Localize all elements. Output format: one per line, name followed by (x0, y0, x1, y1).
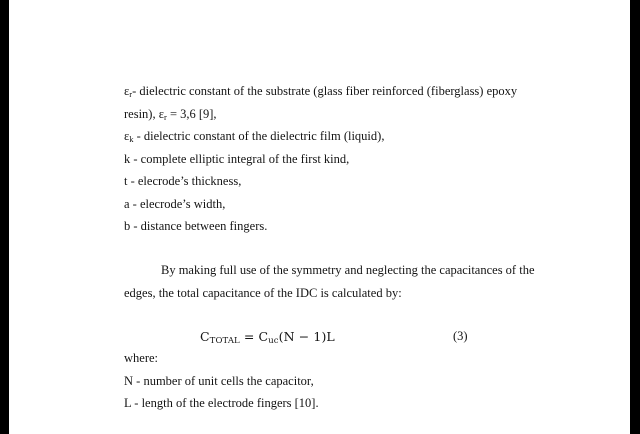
definition-l: L - length of the electrode fingers [10]. (124, 396, 319, 410)
subscript-r: r (163, 112, 167, 122)
eq-lhs-symbol: C (200, 329, 210, 344)
paragraph-line-2: edges, the total capacitance of the IDC is calculated by: (124, 286, 402, 300)
eps-r-value: = 3,6 [9], (166, 107, 217, 121)
definition-n: N - number of unit cells the capacitor, (124, 374, 314, 388)
eq-rhs-symbol: C (258, 329, 269, 344)
definition-eps-r-continued (124, 107, 217, 122)
definition-eps-k (124, 129, 384, 144)
equation-number: (3) (453, 329, 468, 343)
definition-eps-k-text: - dielectric constant of the dielectric film (liquid), (133, 129, 385, 143)
epsilon-symbol: ε (124, 84, 130, 98)
left-dark-border (0, 0, 9, 434)
definition-t: t - elecrode’s thickness, (124, 174, 242, 188)
epsilon-symbol: ε (158, 107, 164, 121)
epsilon-symbol: ε (124, 129, 130, 143)
subscript-k: k (129, 134, 134, 144)
eq-rhs-subscript: uc (268, 336, 279, 346)
resin-text: resin), (124, 107, 159, 121)
subscript-r: r (129, 89, 133, 99)
where-label: where: (124, 351, 159, 365)
eq-lhs-subscript: TOTAL (209, 336, 240, 346)
paragraph-line-1: By making full use of the symmetry and neglecting the capacitances of the (161, 263, 535, 277)
definition-eps-r-text: - dielectric constant of the substrate (glass fiber reinforced (fiberglass) epoxy (132, 84, 518, 98)
definition-b: b - distance between fingers. (124, 219, 268, 233)
document-page (9, 0, 630, 434)
right-dark-border (630, 0, 640, 434)
definition-eps-r (124, 84, 517, 99)
eq-rhs-rest: (N − 1)L (278, 329, 335, 344)
definition-a: a - elecrode’s width, (124, 197, 226, 211)
equation-3 (200, 329, 335, 344)
definition-k: k - complete elliptic integral of the first kind, (124, 152, 350, 166)
eq-equals: = (239, 329, 259, 344)
